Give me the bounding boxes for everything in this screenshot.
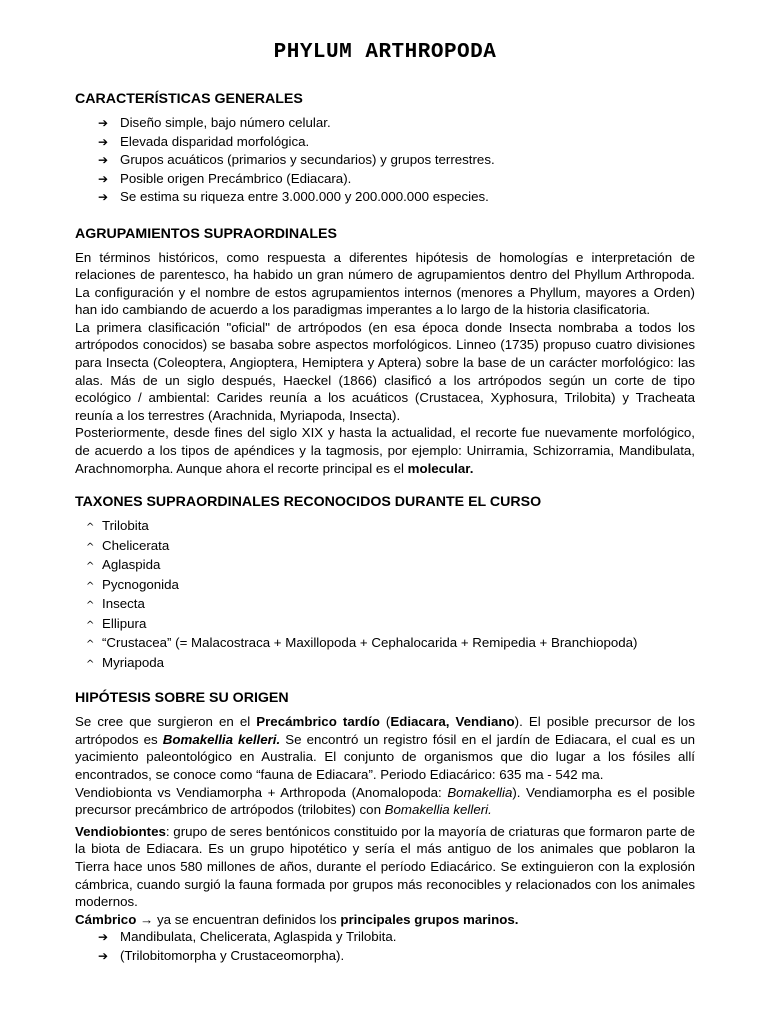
list-item: ➔ (Trilobitomorpha y Crustaceomorpha).: [98, 947, 695, 966]
list-item: ^ Chelicerata: [86, 537, 695, 557]
paragraph: Vendiobiontes: grupo de seres bentónicos constituido por la mayoría de criaturas que formaron parte de la biota de Ediacara. Es un grupo hipotético y sería el más antiguo de los animales que poblaron la Tierra hace unos 580 millones de años, durante el período Ediacárico. Se extinguieron con la explosión cámbrica, cuando surgió la fauna formada por grupos más reconocibles y relacionados con los animales modernos.: [75, 823, 695, 910]
paragraph: Posteriormente, desde fines del siglo XIX y hasta la actualidad, el recorte fue nuevamente morfológico, de acuerdo a los tipos de apéndices y la tagmosis, por ejemplo: Unirramia, Schizorramia, Mandibulata, Arachnomorpha. Aunque ahora el recorte principal es el molecular.: [75, 425, 695, 476]
section-heading-general: CARACTERÍSTICAS GENERALES: [75, 91, 303, 107]
section-heading-taxa: TAXONES SUPRAORDINALES RECONOCIDOS DURANTE EL CURSO: [75, 494, 542, 511]
arrow-bullet-icon: ➔: [98, 153, 109, 167]
list-item: ^ Ellipura: [86, 615, 695, 635]
arrow-bullet-icon: ➔: [98, 134, 109, 149]
caret-bullet-icon: ^: [86, 619, 95, 631]
caret-bullet-icon: ^: [86, 658, 95, 670]
arrow-bullet-icon: ➔: [98, 116, 109, 130]
origin-list: [75, 928, 695, 965]
list-item: ^ Insecta: [86, 595, 695, 615]
caret-bullet-icon: ^: [86, 639, 95, 651]
section-heading-groupings: AGRUPAMIENTOS SUPRAORDINALES: [75, 225, 337, 242]
taxa-list: [75, 517, 695, 673]
list-item: ^ Pycnogonida: [86, 576, 695, 596]
arrow-bullet-icon: ➔: [98, 190, 109, 204]
caret-bullet-icon: ^: [86, 541, 95, 553]
list-item: ➔ Posible origen Precámbrico (Ediacara).: [98, 170, 695, 189]
list-item: ➔ Grupos acuáticos (primarios y secundarios) y grupos terrestres.: [98, 151, 695, 170]
caret-bullet-icon: ^: [86, 600, 95, 612]
general-list: [75, 114, 695, 207]
section-heading-origin: HIPÓTESIS SOBRE SU ORIGEN: [75, 690, 289, 707]
list-item: ^ “Crustacea” (= Malacostraca + Maxillopoda + Cephalocarida + Remipedia + Branchiopoda): [86, 634, 695, 654]
groupings-text: [75, 249, 695, 478]
list-item: ➔ Elevada disparidad morfológica.: [98, 133, 695, 152]
list-item: ➔ Diseño simple, bajo número celular.: [98, 114, 695, 133]
list-item: ^ Trilobita: [86, 517, 695, 537]
arrow-bullet-icon: ➔: [98, 171, 109, 186]
caret-bullet-icon: ^: [86, 580, 95, 592]
arrow-bullet-icon: ➔: [98, 930, 109, 945]
caret-bullet-icon: ^: [86, 561, 95, 573]
list-item: ➔ Mandibulata, Chelicerata, Aglaspida y Trilobita.: [98, 928, 695, 947]
paragraph: Vendiobionta vs Vendiamorpha + Arthropoda (Anomalopoda: Bomakellia). Vendiamorpha es el posible precursor precámbrico de artrópodos (trilobites) con Bomakellia kelleri.: [75, 784, 695, 818]
paragraph: Se cree que surgieron en el Precámbrico tardío (Ediacara, Vendiano). El posible precursor de los artrópodos es Bomakellia kelleri. Se encontró un registro fósil en el jardín de Ediacara, el cual es un yacimiento paleontológico en Australia. El conjunto de organismos que dio lugar a los fósiles allí encontrados, se conoce como “fauna de Ediacara”. Periodo Ediacárico: 635 ma - 542 ma.: [75, 714, 695, 782]
caret-bullet-icon: ^: [86, 522, 95, 534]
paragraph: En términos históricos, como respuesta a diferentes hipótesis de homologías e interpretación de relaciones de parentesco, ha habido un gran número de agrupamientos dentro del Phyllum Arthropoda. La configuración y el nombre de estos agrupamientos internos (menores a Phyllum, mayores a Orden) han ido cambiando de acuerdo a los paradigmas imperantes a lo largo de la historia clasificatoria.: [75, 249, 695, 318]
list-item: ^ Myriapoda: [86, 654, 695, 674]
page-title: PHYLUM ARTHROPODA: [273, 41, 497, 64]
list-item: ^ Aglaspida: [86, 556, 695, 576]
arrow-bullet-icon: ➔: [98, 948, 109, 963]
paragraph: La primera clasificación "oficial" de artrópodos (en esa época donde Insecta nombraba a todos los artrópodos conocidos) se basaba sobre aspectos morfológicos. Linneo (1735) propuso cuatro divisiones para Insecta (Coleoptera, Angioptera, Hemiptera y Aptera) sobre la base de un carácter morfológico: las alas. Más de un siglo después, Haeckel (1866) clasificó a los artrópodos según un corte de tipo ecológico / ambiental: Carides reunía a los acuáticos (Crustacea, Xyphosura, Trilobita) y Tracheata reunía a los terrestres (Arachnida, Myriapoda, Insecta).: [75, 319, 695, 423]
paragraph: Cámbrico → ya se encuentran definidos los principales grupos marinos.: [75, 911, 519, 927]
list-item: ➔ Se estima su riqueza entre 3.000.000 y 200.000.000 especies.: [98, 188, 695, 207]
